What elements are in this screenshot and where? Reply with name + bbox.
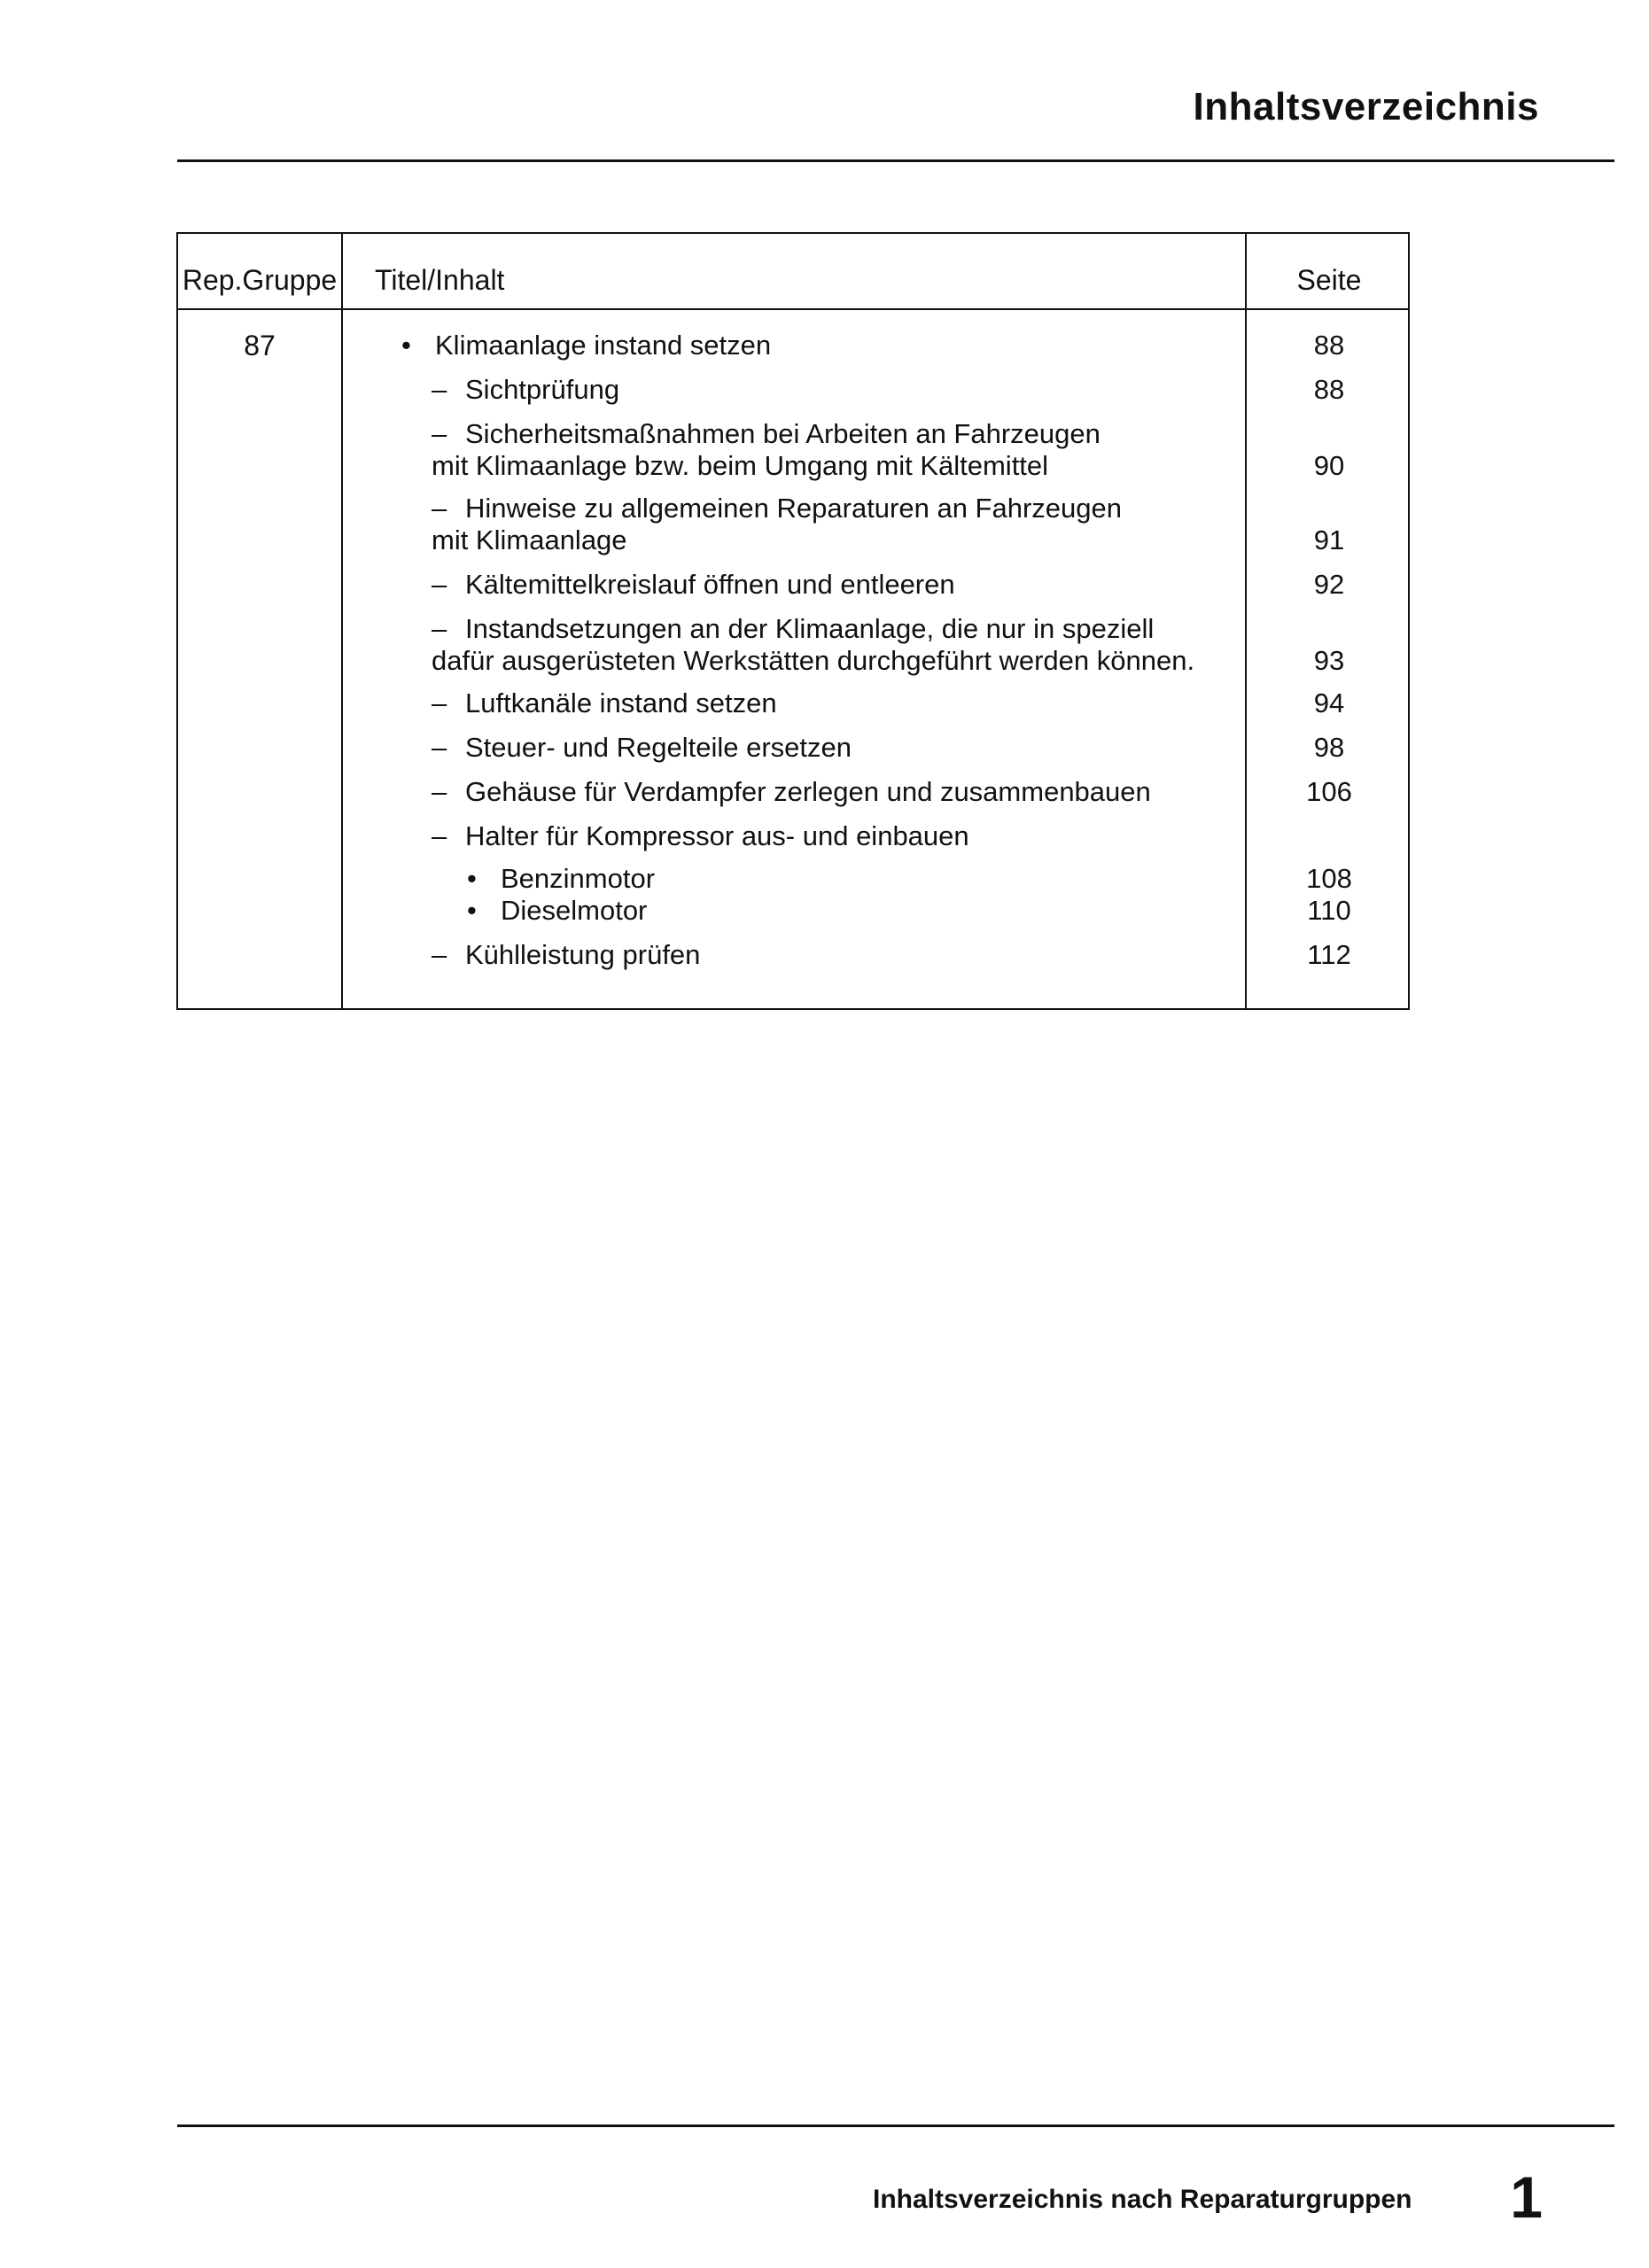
toc-entry (343, 820, 1412, 852)
group-number: 87 (244, 330, 276, 361)
dash-marker: – (432, 569, 447, 600)
bottom-rule (177, 2124, 1614, 2127)
toc-entry (343, 569, 1412, 601)
entry-title: Instandsetzungen an der Klimaanlage, die nur in speziell (465, 613, 1155, 644)
toc-entries (343, 330, 1412, 971)
dash-marker: – (432, 613, 447, 644)
dash-marker: – (432, 687, 447, 718)
dash-marker: – (432, 820, 447, 851)
entry-page: 108 (1306, 863, 1352, 894)
entry-title: Steuer- und Regelteile ersetzen (465, 732, 852, 763)
toc-entry (343, 732, 1412, 764)
entry-title: Halter für Kompressor aus- und einbauen (465, 820, 969, 851)
page-title: Inhaltsverzeichnis (1193, 85, 1539, 128)
header-seite: Seite (1296, 264, 1362, 296)
entry-page: 93 (1313, 645, 1345, 676)
toc-entry (343, 687, 1412, 719)
toc-entry (343, 939, 1412, 971)
entry-page: 110 (1307, 895, 1351, 926)
entry-title: Dieselmotor (501, 895, 648, 926)
entry-title: Gehäuse für Verdampfer zerlegen und zusammenbauen (465, 776, 1151, 807)
toc-entry (343, 330, 1412, 361)
entry-page: 88 (1313, 374, 1345, 405)
entry-page: 94 (1313, 687, 1345, 718)
toc-entry (343, 863, 1412, 895)
entry-title: Sicherheitsmaßnahmen bei Arbeiten an Fahrzeugen (465, 418, 1101, 449)
bullet-marker: • (401, 330, 411, 361)
toc-entry (343, 613, 1412, 677)
entry-title: Kältemittelkreislauf öffnen und entleeren (465, 569, 955, 600)
entry-title: Luftkanäle instand setzen (465, 687, 777, 718)
bullet-marker: • (467, 895, 477, 926)
entry-page: 88 (1313, 330, 1345, 361)
dash-marker: – (432, 374, 447, 405)
bullet-marker: • (467, 863, 477, 894)
dash-marker: – (432, 776, 447, 807)
dash-marker: – (432, 418, 447, 449)
entry-title: Kühlleistung prüfen (465, 939, 701, 970)
toc-table (176, 232, 1410, 1010)
header-rep-gruppe: Rep.Gruppe (182, 264, 338, 296)
dash-marker: – (432, 493, 447, 524)
entry-page: 106 (1306, 776, 1352, 807)
entry-page: 92 (1313, 569, 1345, 600)
entry-page: 112 (1307, 939, 1351, 970)
entry-page: 98 (1313, 732, 1345, 763)
entry-title: Sichtprüfung (465, 374, 620, 405)
entry-page: 91 (1313, 524, 1345, 555)
toc-entry (343, 895, 1412, 927)
toc-entry (343, 418, 1412, 482)
entry-title: Hinweise zu allgemeinen Reparaturen an Fahrzeugen (465, 493, 1123, 524)
header-titel-inhalt: Titel/Inhalt (375, 264, 505, 296)
toc-entry (343, 374, 1412, 406)
entry-title-line2: dafür ausgerüsteten Werkstätten durchgeführt werden können. (432, 645, 1195, 676)
entry-title-line2: mit Klimaanlage bzw. beim Umgang mit Kältemittel (432, 450, 1049, 481)
footer-caption: Inhaltsverzeichnis nach Reparaturgruppen (873, 2185, 1412, 2214)
top-rule (177, 159, 1614, 162)
header-divider (178, 308, 1408, 310)
entry-page: 90 (1313, 450, 1345, 481)
entry-title-line2: mit Klimaanlage (432, 524, 627, 555)
toc-entry (343, 493, 1412, 556)
page-number: 1 (1510, 2164, 1543, 2230)
dash-marker: – (432, 939, 447, 970)
entry-title: Benzinmotor (501, 863, 656, 894)
entry-title: Klimaanlage instand setzen (435, 330, 772, 361)
toc-entry (343, 776, 1412, 808)
dash-marker: – (432, 732, 447, 763)
